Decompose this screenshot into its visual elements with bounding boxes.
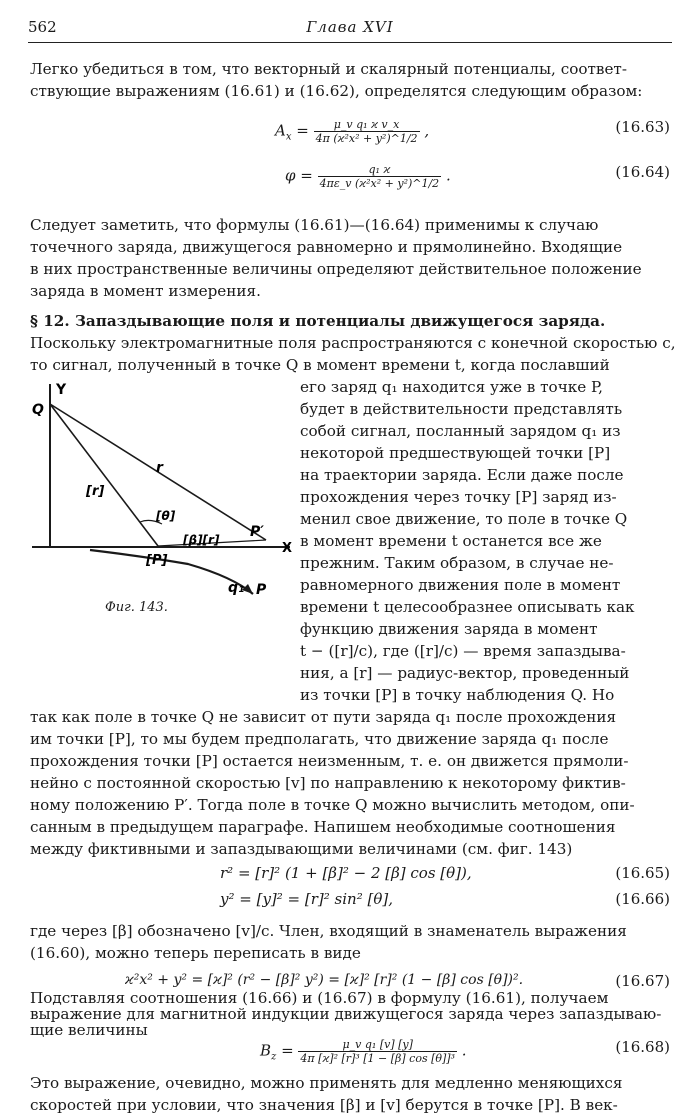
figure-143 (28, 372, 298, 622)
text-line: функцию движения заряда в момент (300, 620, 598, 638)
text-line: (16.60), можно теперь переписать в виде (30, 944, 361, 962)
text-line: будет в действительности представлять (300, 400, 623, 418)
text-line: Это выражение, очевидно, можно применять для медленно меняющихся (30, 1074, 623, 1092)
equation-number: (16.64) (615, 163, 670, 181)
label-retarded-r: [r] (86, 484, 105, 499)
text-line: где через [β] обозначено [v]/c. Член, входящий в знаменатель выражения (30, 922, 627, 940)
text-line: Поскольку электромагнитные поля распространяются с конечной скоростью c, (30, 334, 676, 352)
label-p: P (256, 582, 267, 598)
page-header (28, 18, 672, 43)
eq-tail: , (419, 121, 430, 140)
retarded-r-vector (50, 404, 158, 546)
label-q: Q (32, 402, 44, 418)
text-line: Следует заметить, что формулы (16.61)—(16.64) применимы к случаю (30, 216, 599, 234)
equation-16-66 (30, 884, 670, 918)
eq-sign: = (291, 121, 314, 140)
text-line: Подставляя соотношения (16.66) и (16.67) в формулу (16.61), получаем (30, 989, 609, 1007)
equation-16-63 (30, 112, 670, 146)
equation-number: (16.66) (615, 890, 670, 908)
text-line: времени t целесообразнее описывать как (300, 598, 635, 616)
eq-sub: z (271, 1051, 277, 1063)
eq-lhs: φ (285, 166, 296, 185)
text-line: щие величины (30, 1021, 148, 1039)
equation-16-64 (30, 157, 670, 191)
text-line: менил свое движение, то поле в точке Q (300, 510, 628, 528)
eq-lhs: A (275, 121, 286, 140)
eq-numerator: q₁ ϰ (318, 163, 442, 177)
equation-number: (16.65) (615, 864, 670, 882)
eq-numerator: μ_v q₁ ϰ v_x (314, 118, 420, 132)
text-line: выражение для магнитной индукции движущегося заряда через запаздываю- (30, 1005, 662, 1023)
text-line: ствующие выражениям (16.61) и (16.62), определятся следующим образом: (30, 82, 643, 100)
text-line: прежним. Таким образом, в случае не- (300, 554, 614, 572)
eq-fraction (314, 118, 420, 145)
text-line: так как поле в точке Q не зависит от пути заряда q₁ после прохождения (30, 708, 617, 726)
eq-fraction (298, 1038, 457, 1065)
label-retarded-p: [P] (146, 553, 168, 568)
text-line: на траектории заряда. Если даже после (300, 466, 624, 484)
eq-numerator: μ_v q₁ [v] [y] (298, 1038, 457, 1052)
eq-fraction (318, 163, 442, 190)
eq-sign: = (295, 166, 318, 185)
eq-denominator: 4π (ϰ²x² + y²)^1/2 (315, 132, 418, 145)
eq-body: ϰ²x² + y² = [ϰ]² (r² − [β]² y²) = [ϰ]² [r]² (1 − [β] cos [θ])². (125, 972, 524, 988)
label-r: r (156, 460, 163, 476)
page-number: 562 (28, 18, 57, 36)
text-line: прохождения через точку [P] заряд из- (300, 488, 617, 506)
figure-caption: Фиг. 143. (105, 600, 168, 615)
eq-tail: . (457, 1041, 467, 1060)
eq-lhs: B (260, 1041, 272, 1060)
equation-16-68 (30, 1038, 670, 1068)
text-line: собой сигнал, посланный зарядом q₁ из (300, 422, 621, 440)
eq-sign: = (276, 1041, 299, 1060)
text-line: то сигнал, полученный в точке Q в момент времени t, когда пославший (30, 356, 610, 374)
text-line: равномерного движения поле в момент (300, 576, 621, 594)
section-heading: § 12. Запаздывающие поля и потенциалы движущегося заряда. (30, 312, 606, 330)
text-line: заряда в момент измерения. (30, 282, 261, 300)
eq-tail: . (441, 166, 451, 185)
equation-number: (16.67) (615, 972, 670, 990)
label-q1: q₁ (228, 580, 245, 596)
text-line: ному положению P′. Тогда поле в точке Q можно вычислить методом, опи- (30, 796, 635, 814)
eq-sub: x (285, 131, 292, 143)
text-line: из точки [P] в точку наблюдения Q. Но (300, 686, 615, 704)
text-line: скоростей при условии, что значения [β] и [v] берутся в точке [P]. В век- (30, 1096, 618, 1114)
label-p-prime: P′ (250, 524, 264, 540)
eq-body: r² = [r]² (1 + [β]² − 2 [β] cos [θ]), (220, 864, 472, 882)
text-line: Легко убедиться в том, что векторный и скалярный потенциалы, соответ- (30, 60, 627, 78)
label-x: X (281, 541, 292, 556)
text-line: им точки [P], то мы будем предполагать, что движение заряда q₁ после (30, 730, 609, 748)
text-line: t − ([r]/c), где ([r]/c) — время запаздыва- (300, 642, 626, 660)
text-line: нейно с постоянной скоростью [v] по направлению к некоторому фиктив- (30, 774, 626, 792)
text-line: точечного заряда, движущегося равномерно и прямолинейно. Входящие (30, 238, 623, 256)
text-line: в момент времени t останется все же (300, 532, 602, 550)
text-line: прохождения точки [P] остается неизменным, т. е. он движется прямоли- (30, 752, 629, 770)
chapter-title: Глава XVI (306, 18, 394, 36)
text-line: некоторой предшествующей точки [P] (300, 444, 611, 462)
equation-number: (16.63) (615, 118, 670, 136)
text-line: между фиктивными и запаздывающими величинами (см. фиг. 143) (30, 840, 573, 858)
label-y: Y (56, 382, 67, 398)
text-line: в них пространственные величины определяют действительное положение (30, 260, 642, 278)
eq-body: y² = [y]² = [r]² sin² [θ], (220, 890, 393, 908)
eq-denominator: 4πε_v (ϰ²x² + y²)^1/2 (319, 177, 440, 190)
text-line: санным в предыдущем параграфе. Напишем необходимые соотношения (30, 818, 616, 836)
equation-number: (16.68) (615, 1038, 670, 1056)
eq-denominator: 4π [ϰ]² [r]³ [1 − [β] cos [θ]]³ (300, 1052, 456, 1065)
text-line: его заряд q₁ находится уже в точке P, (300, 378, 604, 396)
label-theta: [θ] (156, 509, 176, 523)
label-beta-r: [β][r] (183, 533, 220, 547)
text-line: ния, а [r] — радиус-вектор, проведенный (300, 664, 630, 682)
